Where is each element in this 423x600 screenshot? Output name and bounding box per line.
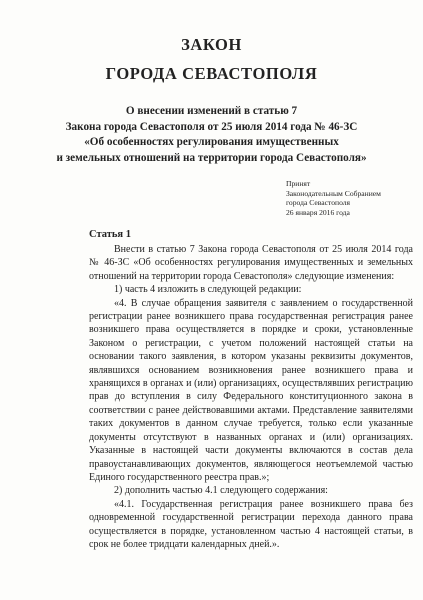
adoption-line: города Севастополя xyxy=(286,198,351,208)
law-subject xyxy=(0,104,423,166)
adoption-block xyxy=(286,179,381,217)
subject-line: Закона города Севастополя от 25 июля 2014 года № 46-ЗС xyxy=(65,120,358,133)
adoption-line: Законодательным Собранием xyxy=(286,188,381,198)
article-heading: Статья 1 xyxy=(89,229,131,240)
subject-line: «Об особенностях регулирования имущественных xyxy=(84,136,339,148)
subject-line: и земельных отношений на территории города Севастополя» xyxy=(56,151,367,164)
subject-line: О внесении изменений в статью 7 xyxy=(125,105,298,117)
article-body xyxy=(89,243,413,551)
article-paragraph: 2) дополнить частью 4.1 следующего содержания: xyxy=(114,485,328,497)
article-paragraph: 1) часть 4 изложить в следующей редакции: xyxy=(114,284,302,296)
article-paragraph: «4. В случае обращения заявителя с заявлением о государственной регистрации ранее возникшего права государственная регистрация ранее возникшего права осуществляется в порядке и сроки, установленные Законом о регистрации, с учетом положений настоящей статьи на основании такого заявления, в котором указаны реквизиты документов, являвшихся основанием возникновения ранее возникшего права и хранящихся в органах и (или) организациях, осуществлявших регистрацию прав до вступления в силу Федерального конституционного закона в соответствии с ранее действовавшими актами. Представление заявителями таких документов в данном случае требуется, только если указанные документы отсутствуют в названных органах и (или) организациях. Указанные в настоящей части документы включаются в состав дела правоустанавливающих документов, являющегося неотъемлемой частью Единого государственного реестра прав.»; xyxy=(89,297,413,483)
law-title: ЗАКОН xyxy=(181,35,242,54)
article-paragraph: «4.1. Государственная регистрация ранее возникшего права без одновременной государственной регистрации перехода данного права осуществляется в порядке, установленном частью 4 настоящей статьи, в срок не более тридцати календарных дней.». xyxy=(89,498,413,550)
law-title-city: ГОРОДА СЕВАСТОПОЛЯ xyxy=(105,64,318,83)
adoption-date: 26 января 2016 года xyxy=(286,207,350,217)
article-paragraph: Внести в статью 7 Закона города Севастополя от 25 июля 2014 года № 46-ЗС «Об особенностях регулирования имущественных и земельных отношений на территории города Севастополя» следующие изменения: xyxy=(89,244,413,282)
adoption-line: Принят xyxy=(286,179,311,188)
